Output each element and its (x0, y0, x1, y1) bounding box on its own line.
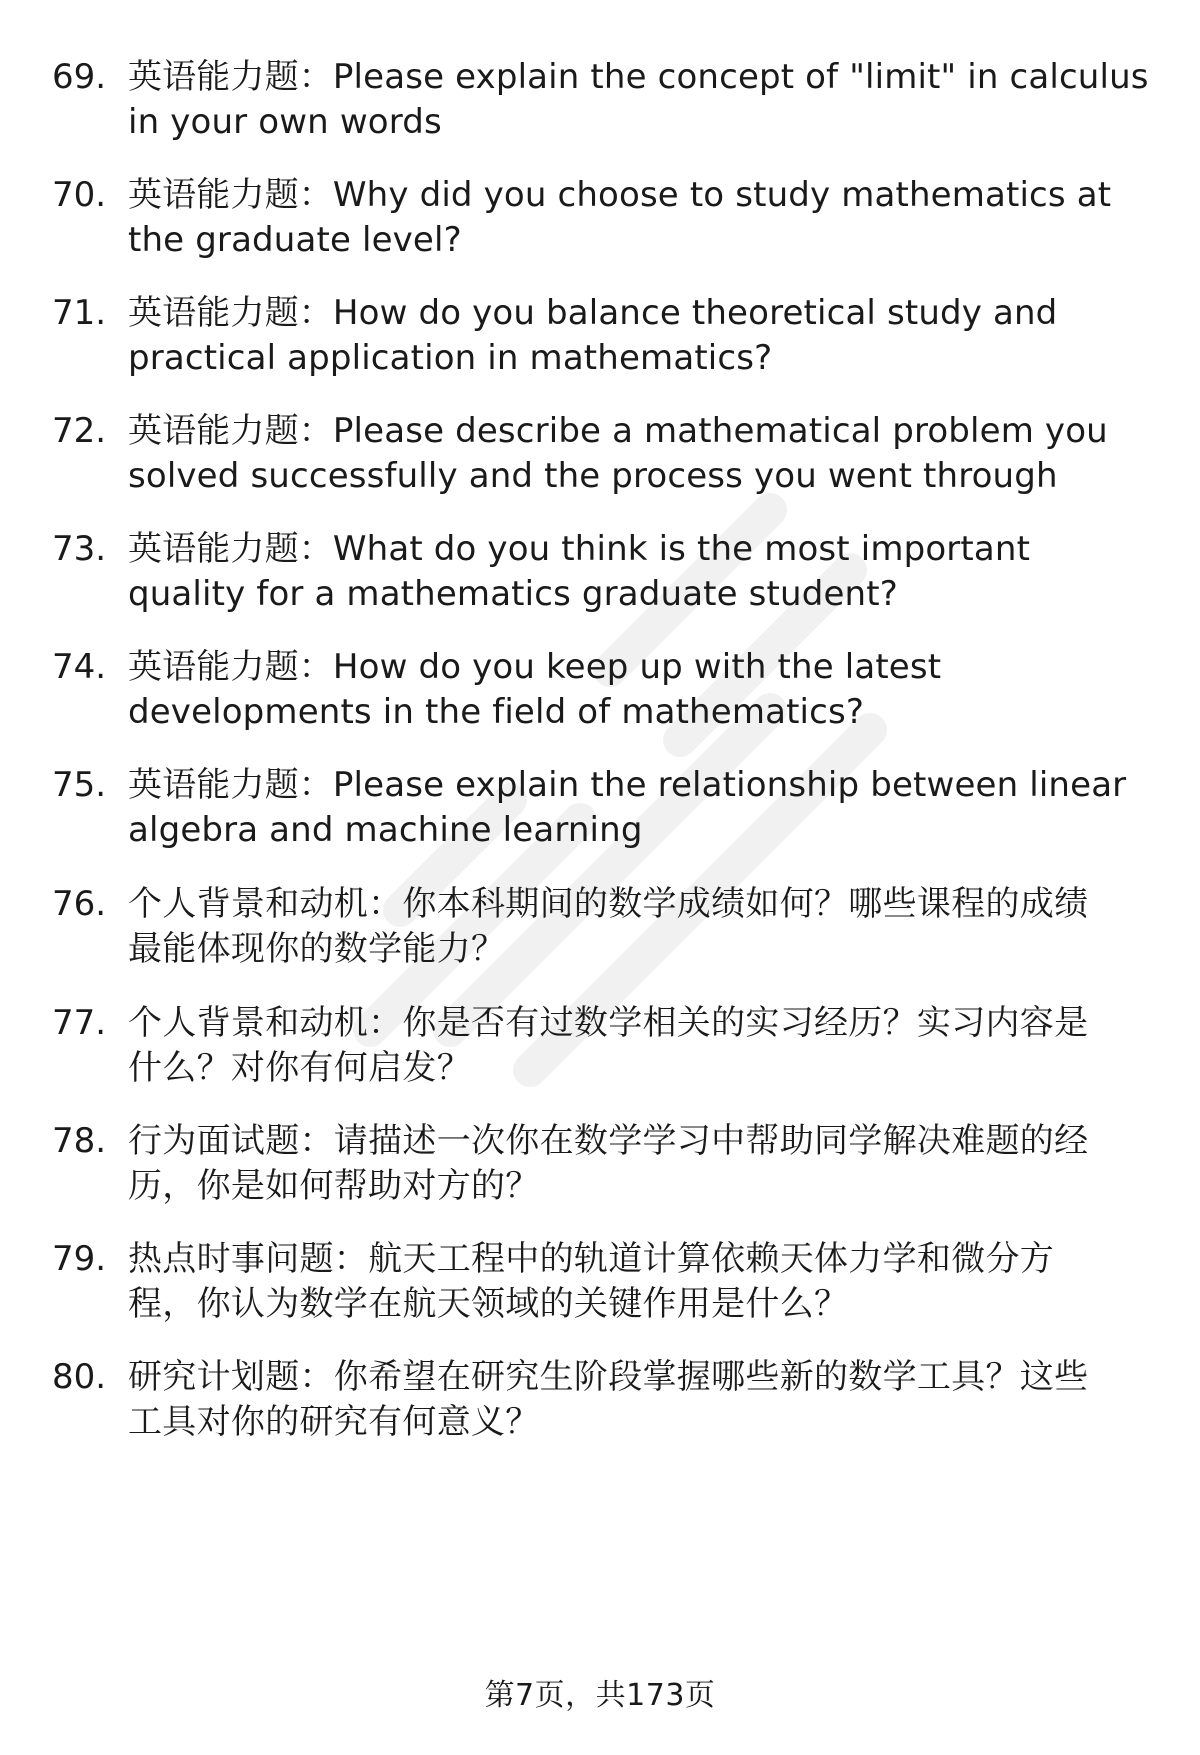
question-text-line-1: 研究计划题：你希望在研究生阶段掌握哪些新的数学工具？这些 (128, 1357, 1089, 1397)
question-number: 69. (52, 57, 107, 97)
question-item (0, 1355, 1200, 1455)
question-text-line-2: 程，你认为数学在航天领域的关键作用是什么？ (128, 1284, 849, 1324)
question-text-line-1: 英语能力题：Please explain the concept of "limit" in calculus (128, 57, 1149, 97)
question-text-line-2: practical application in mathematics? (128, 338, 773, 378)
question-number: 74. (52, 647, 107, 687)
question-text-line-1: 热点时事问题：航天工程中的轨道计算依赖天体力学和微分方 (128, 1239, 1055, 1279)
question-number: 72. (52, 411, 107, 451)
question-number: 80. (52, 1357, 107, 1397)
question-text-line-2: 历，你是如何帮助对方的？ (128, 1166, 540, 1206)
question-number: 77. (52, 1003, 107, 1043)
question-text-line-2: algebra and machine learning (128, 810, 643, 850)
question-item (0, 527, 1200, 627)
question-item (0, 882, 1200, 982)
question-number: 73. (52, 529, 107, 569)
question-number: 78. (52, 1121, 107, 1161)
question-item (0, 645, 1200, 745)
question-number: 76. (52, 884, 107, 924)
question-text-line-1: 英语能力题：Please describe a mathematical problem you (128, 411, 1108, 451)
question-number: 75. (52, 765, 107, 805)
question-text-line-1: 个人背景和动机：你是否有过数学相关的实习经历？实习内容是 (128, 1003, 1089, 1043)
question-item (0, 291, 1200, 391)
question-text-line-1: 个人背景和动机：你本科期间的数学成绩如何？哪些课程的成绩 (128, 884, 1089, 924)
question-text-line-2: the graduate level? (128, 220, 462, 260)
question-item (0, 1119, 1200, 1219)
question-text-line-1: 英语能力题：How do you keep up with the latest (128, 647, 942, 687)
question-number: 79. (52, 1239, 107, 1279)
question-item (0, 173, 1200, 273)
question-text-line-1: 行为面试题：请描述一次你在数学学习中帮助同学解决难题的经 (128, 1121, 1089, 1161)
question-item (0, 1237, 1200, 1337)
question-text-line-2: solved successfully and the process you went through (128, 456, 1058, 496)
page-number-footer: 第7页，共173页 (484, 1678, 716, 1713)
question-item (0, 763, 1200, 863)
question-text-line-2: 最能体现你的数学能力？ (128, 929, 506, 969)
question-text-line-2: in your own words (128, 102, 442, 142)
question-number: 71. (52, 293, 107, 333)
question-text-line-1: 英语能力题：Please explain the relationship between linear (128, 765, 1127, 805)
question-text-line-2: 工具对你的研究有何意义？ (128, 1402, 540, 1442)
question-text-line-2: 什么？对你有何启发？ (128, 1048, 471, 1088)
question-item (0, 55, 1200, 155)
question-text-line-1: 英语能力题：Why did you choose to study mathematics at (128, 175, 1112, 215)
question-item (0, 1001, 1200, 1101)
question-text-line-1: 英语能力题：What do you think is the most important (128, 529, 1031, 569)
question-number: 70. (52, 175, 107, 215)
question-text-line-2: quality for a mathematics graduate student? (128, 574, 898, 614)
question-item (0, 409, 1200, 509)
question-text-line-1: 英语能力题：How do you balance theoretical study and (128, 293, 1058, 333)
question-text-line-2: developments in the field of mathematics? (128, 692, 865, 732)
